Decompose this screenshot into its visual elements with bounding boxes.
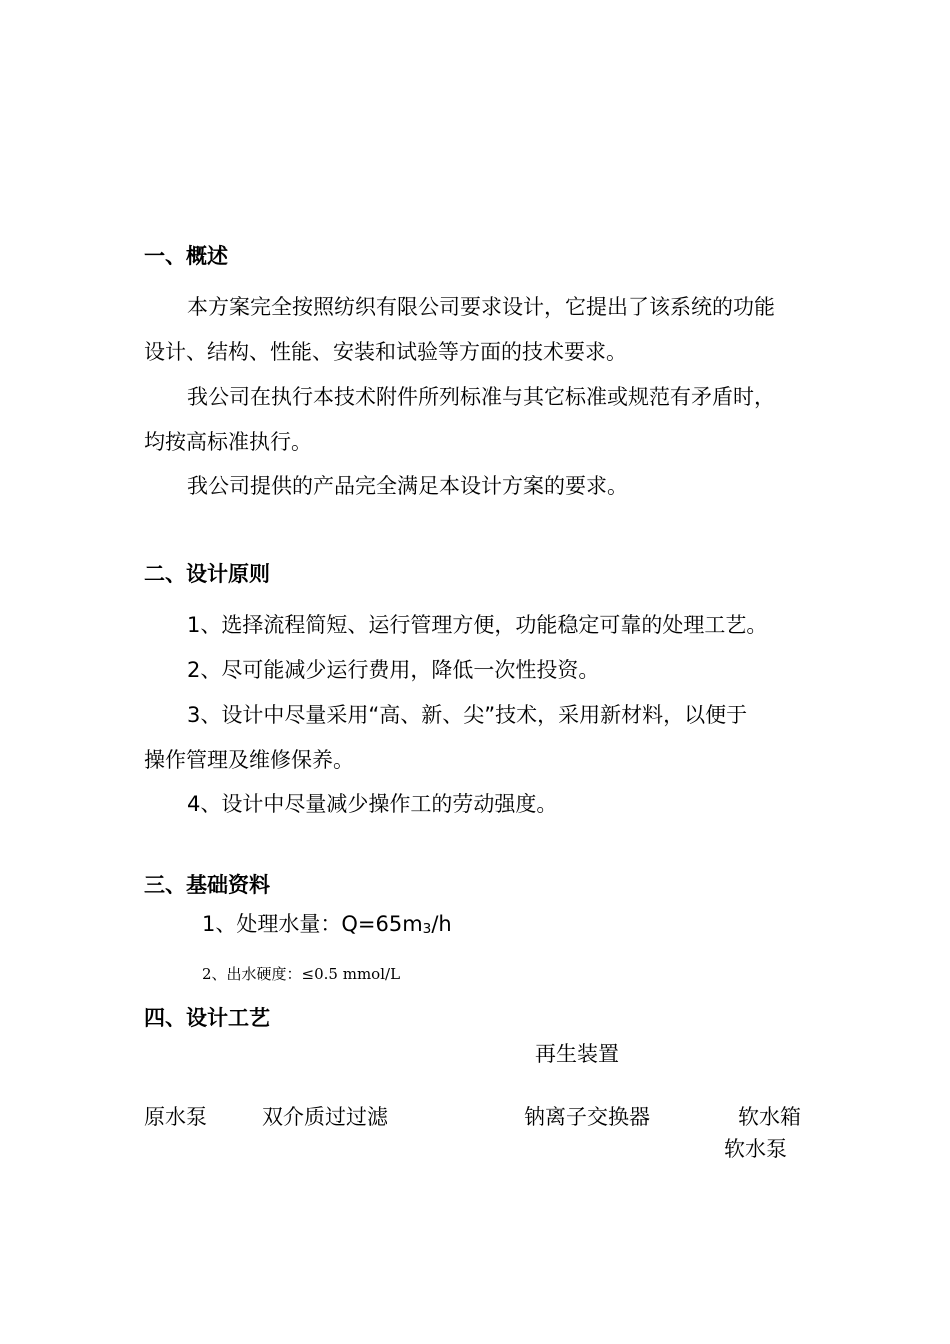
section-heading-process: 四、设计工艺 <box>144 1006 270 1030</box>
process-raw-water-pump: 原水泵 <box>144 1105 207 1129</box>
process-regeneration-unit: 再生装置 <box>535 1042 619 1066</box>
section-heading-design-principles: 二、设计原则 <box>144 562 270 586</box>
paragraph-line: 我公司在执行本技术附件所列标准与其它标准或规范有矛盾时， <box>187 385 775 409</box>
principle-line: 操作管理及维修保养。 <box>144 748 354 772</box>
paragraph-line: 均按高标准执行。 <box>144 430 312 454</box>
process-dual-media-filter: 双介质过过滤 <box>262 1105 388 1129</box>
process-sodium-ion-exchanger: 钠离子交换器 <box>524 1105 650 1129</box>
principle-line: 2、尽可能减少运行费用，降低一次性投资。 <box>187 658 600 682</box>
paragraph-line: 设计、结构、性能、安装和试验等方面的技术要求。 <box>144 340 627 364</box>
principle-line: 4、设计中尽量减少操作工的劳动强度。 <box>187 792 558 816</box>
flow-rate-unit: /h <box>431 912 452 936</box>
principle-line: 3、设计中尽量采用“高、新、尖”技术，采用新材料，以便于 <box>187 703 748 727</box>
section-heading-overview: 一、概述 <box>144 244 228 268</box>
principle-line: 1、选择流程简短、运行管理方便，功能稳定可靠的处理工艺。 <box>187 613 768 637</box>
process-soft-water-tank: 软水箱 <box>738 1105 801 1129</box>
process-soft-water-pump: 软水泵 <box>724 1137 787 1161</box>
flow-rate-subscript: 3 <box>422 921 432 938</box>
basic-data-item-flow <box>202 908 452 938</box>
flow-rate-text: 1、处理水量：Q=65m <box>202 912 423 936</box>
paragraph-line: 我公司提供的产品完全满足本设计方案的要求。 <box>187 474 628 498</box>
basic-data-item-hardness: 2、出水硬度：≤0.5 mmol/L <box>202 965 401 983</box>
paragraph-line: 本方案完全按照纺织有限公司要求设计，它提出了该系统的功能 <box>187 295 775 319</box>
section-heading-basic-data: 三、基础资料 <box>144 873 270 897</box>
